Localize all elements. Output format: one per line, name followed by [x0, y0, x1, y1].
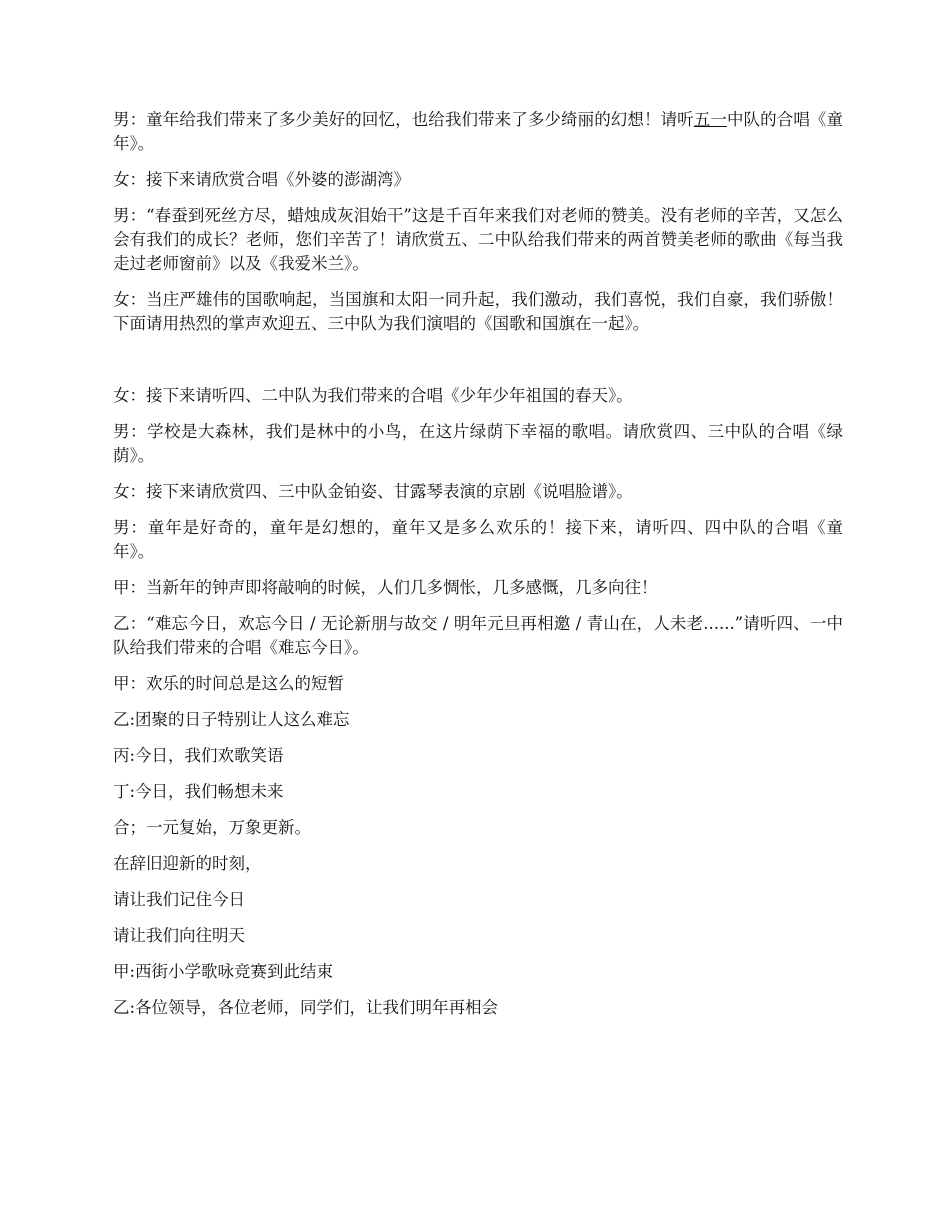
paragraph-12: 乙:团聚的日子特别让人这么难忘 — [113, 710, 350, 729]
paragraph-4: 女：当庄严雄伟的国歌响起，当国旗和太阳一同升起，我们激动，我们喜悦，我们自豪，我们骄傲！下面请用热烈的掌声欢迎五、三中队为我们演唱的《国歌和国旗在一起》。 — [113, 290, 843, 333]
document-body — [113, 108, 843, 1032]
paragraph-10: 乙：“难忘今日，欢忘今日 / 无论新朋与故交 / 明年元旦再相邀 / 青山在，人未老......”请听四、一中队给我们带来的合唱《难忘今日》。 — [113, 614, 843, 657]
paragraph-1-text-b: 中队的合唱《童年》。 — [113, 110, 844, 153]
paragraph-14: 丁:今日，我们畅想未来 — [113, 782, 284, 801]
paragraph-9: 甲：当新年的钟声即将敲响的时候，人们几多惆怅，几多感慨，几多向往！ — [113, 578, 658, 597]
paragraph-1-text-a: 男：童年给我们带来了多少美好的回忆，也给我们带来了多少绮丽的幻想！请听 — [113, 110, 694, 129]
paragraph-1 — [113, 108, 843, 156]
paragraph-2: 女：接下来请欣赏合唱《外婆的澎湖湾》 — [113, 170, 410, 189]
paragraph-3: 男：“春蚕到死丝方尽，蜡烛成灰泪始干”这是千百年来我们对老师的赞美。没有老师的辛苦，又怎么会有我们的成长？老师，您们辛苦了！请欣赏五、二中队给我们带来的两首赞美老师的歌曲《每当我走过老师窗前》以及《我爱米兰》。 — [113, 206, 843, 273]
paragraph-20: 乙:各位领导，各位老师，同学们，让我们明年再相会 — [113, 998, 499, 1017]
paragraph-16: 在辞旧迎新的时刻， — [113, 854, 262, 873]
paragraph-11: 甲：欢乐的时间总是这么的短暂 — [113, 674, 344, 693]
paragraph-18: 请让我们向往明天 — [113, 926, 245, 945]
paragraph-6: 男：学校是大森林，我们是林中的小鸟，在这片绿荫下幸福的歌唱。请欣赏四、三中队的合唱《绿荫》。 — [113, 422, 843, 465]
paragraph-15: 合；一元复始，万象更新。 — [113, 818, 311, 837]
underlined-squad-name: 五一 — [693, 110, 727, 129]
paragraph-8: 男：童年是好奇的，童年是幻想的，童年又是多么欢乐的！接下来，请听四、四中队的合唱《童年》。 — [113, 518, 843, 561]
paragraph-17: 请让我们记住今日 — [113, 890, 245, 909]
paragraph-19: 甲:西街小学歌咏竞赛到此结束 — [113, 962, 334, 981]
paragraph-13: 丙:今日，我们欢歌笑语 — [113, 746, 284, 765]
paragraph-7: 女：接下来请欣赏四、三中队金铂姿、甘露琴表演的京剧《说唱脸谱》。 — [113, 482, 633, 501]
paragraph-5: 女：接下来请听四、二中队为我们带来的合唱《少年少年祖国的春天》。 — [113, 386, 633, 405]
blank-gap — [113, 348, 843, 384]
